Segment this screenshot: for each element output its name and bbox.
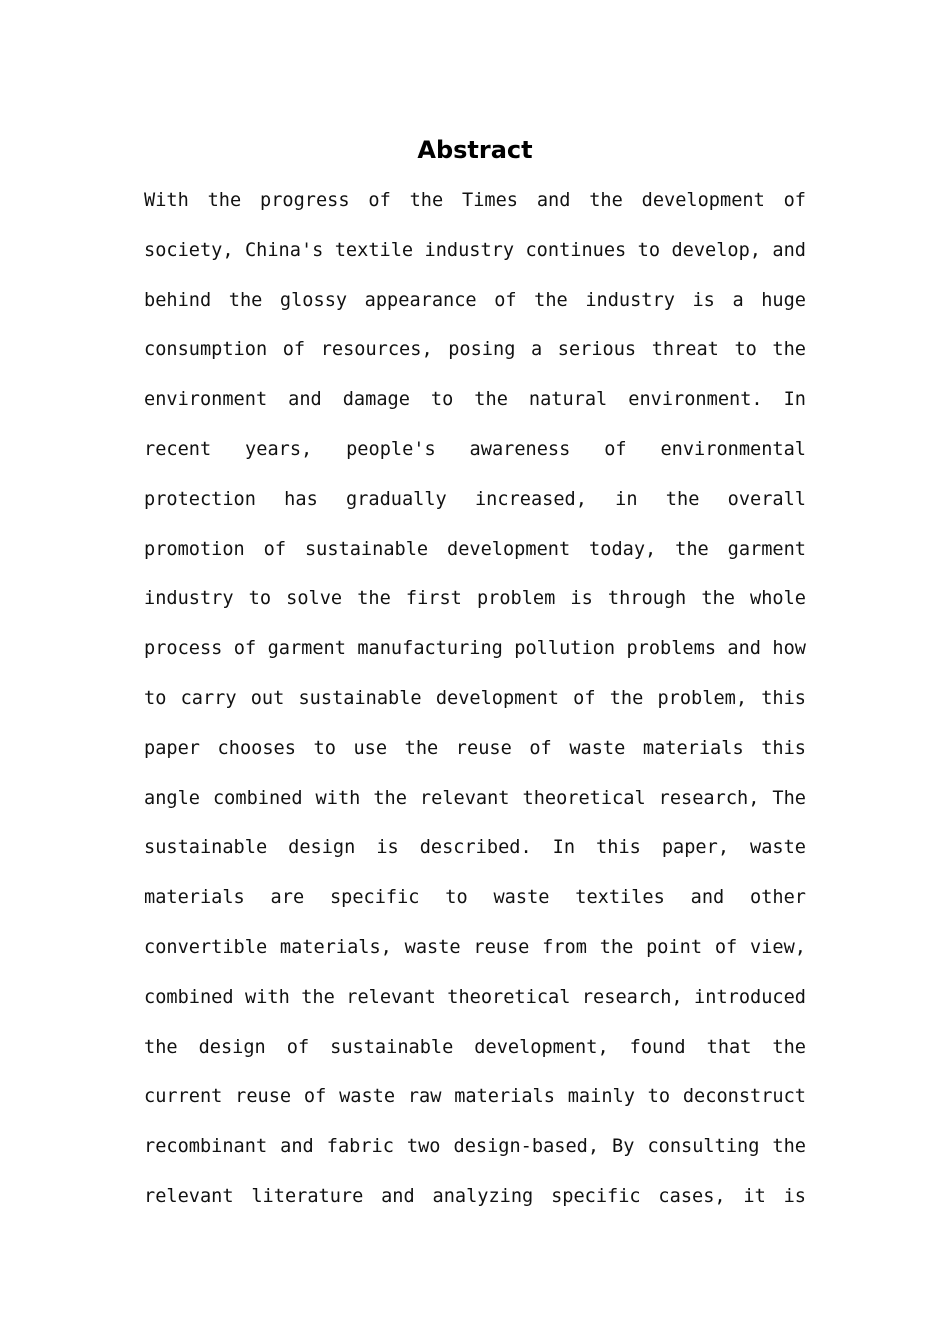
abstract-line: protection has gradually increased, in the overall	[144, 488, 806, 510]
abstract-line: relevant literature and analyzing specific cases, it is	[144, 1185, 806, 1207]
abstract-line: promotion of sustainable development today, the garment	[144, 538, 806, 560]
abstract-line: behind the glossy appearance of the industry is a huge	[144, 289, 806, 311]
abstract-body	[144, 176, 806, 1222]
abstract-line: the design of sustainable development, found that the	[144, 1036, 806, 1058]
abstract-line: convertible materials, waste reuse from the point of view,	[144, 936, 806, 958]
abstract-line: With the progress of the Times and the development of	[144, 190, 806, 211]
abstract-line: sustainable design is described. In this paper, waste	[144, 837, 806, 859]
abstract-line: industry to solve the first problem is through the whole	[144, 588, 806, 610]
abstract-line: process of garment manufacturing pollution problems and how	[144, 638, 806, 660]
abstract-heading: Abstract	[417, 136, 533, 164]
abstract-line: recent years, people's awareness of environmental	[144, 438, 806, 460]
abstract-line: recombinant and fabric two design-based, By consulting the	[144, 1136, 806, 1158]
abstract-line: paper chooses to use the reuse of waste materials this	[144, 737, 806, 759]
abstract-line: materials are specific to waste textiles and other	[144, 887, 806, 909]
abstract-line: consumption of resources, posing a serious threat to the	[144, 339, 806, 361]
abstract-line: environment and damage to the natural environment. In	[144, 389, 806, 411]
abstract-line: combined with the relevant theoretical research, introduced	[144, 986, 806, 1008]
abstract-line: current reuse of waste raw materials mainly to deconstruct	[144, 1086, 806, 1108]
abstract-line: to carry out sustainable development of the problem, this	[144, 687, 806, 709]
abstract-line: angle combined with the relevant theoretical research, The	[144, 787, 806, 809]
abstract-line: society, China's textile industry continues to develop, and	[144, 239, 806, 261]
